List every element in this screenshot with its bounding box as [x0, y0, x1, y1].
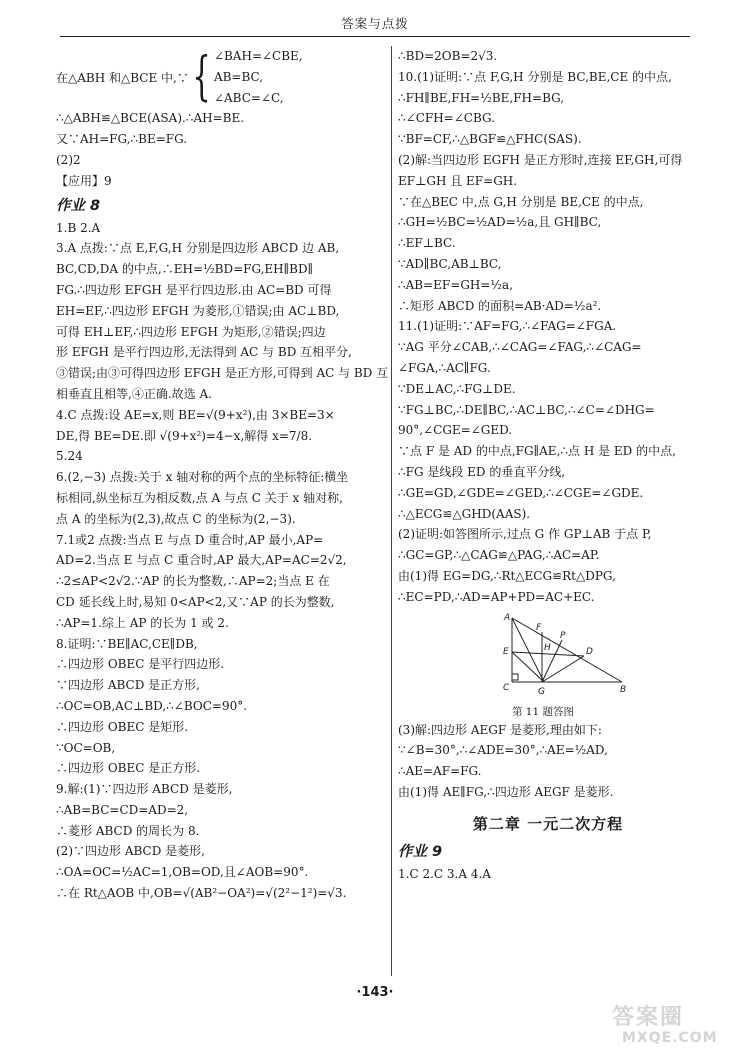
brace-intro: 在△ABH 和△BCE 中,∵ — [56, 70, 189, 85]
text-line: ③错误;由③可得四边形 EFGH 是正方形,可得到 AC 与 BD 互 — [56, 366, 389, 381]
label-e: E — [503, 646, 509, 657]
text-line: ∴在 Rt△AOB 中,OB=√(AB²−OA²)=√(2²−1²)=√3. — [56, 886, 347, 901]
text-line: (2)2 — [56, 152, 81, 167]
text-line: 点 A 的坐标为(2,3),故点 C 的坐标为(2,−3). — [56, 511, 296, 526]
text-line: 1.C 2.C 3.A 4.A — [398, 866, 491, 881]
figure-11 — [498, 612, 628, 720]
text-line: ∵点 F 是 AD 的中点,FG∥AE,∴点 H 是 ED 的中点, — [398, 444, 676, 459]
header-rule — [60, 36, 690, 37]
text-line: 形 EFGH 是平行四边形,无法得到 AC 与 BD 互相平分, — [56, 345, 352, 360]
label-g: G — [538, 686, 545, 697]
text-line: 4.C 点拨:设 AE=x,则 BE=√(9+x²),由 3×BE=3× — [56, 407, 335, 422]
text-line: 由(1)得 EG=DG,∴Rt△ECG≌Rt△DPG, — [398, 568, 616, 583]
text-line: ∴FG 是线段 ED 的垂直平分线, — [398, 464, 566, 479]
label-a: A — [504, 612, 511, 623]
text-line: ∵在△BEC 中,点 G,H 分别是 BE,CE 的中点, — [398, 194, 644, 209]
geometry-figure — [498, 612, 628, 704]
text-line: ∴EF⊥BC. — [398, 236, 456, 251]
text-line: AD=2.当点 E 与点 C 重合时,AP 最大,AP=AC=2√2, — [56, 553, 347, 568]
text-line: ∴AB=EF=GH=½a, — [398, 277, 514, 292]
label-c: C — [503, 682, 510, 693]
text-line: DE,得 BE=DE.即 √(9+x²)=4−x,解得 x=7/8. — [56, 428, 313, 443]
text-line: (2)证明:如答图所示,过点 G 作 GP⊥AB 于点 P, — [398, 527, 652, 542]
text-line: 标相同,纵坐标互为相反数,点 A 与点 C 关于 x 轴对称, — [56, 490, 343, 505]
text-line: 10.(1)证明:∵点 F,G,H 分别是 BC,BE,CE 的中点, — [398, 69, 672, 84]
label-b: B — [620, 684, 627, 695]
text-line: EH=EF,∴四边形 EFGH 为菱形,①错误;由 AC⊥BD, — [56, 303, 340, 318]
text-line: ∴菱形 ABCD 的周长为 8. — [56, 823, 200, 838]
watermark-bottom: MXQE.COM — [622, 1030, 718, 1046]
text-line: 7.1或2 点拨:当点 E 与点 D 重合时,AP 最小,AP= — [56, 532, 324, 547]
right-lines-a — [398, 46, 698, 608]
text-line: ∴OC=OB,AC⊥BD,∴∠BOC=90°. — [56, 698, 248, 713]
text-line: ∴FH∥BE,FH=½BE,FH=BG, — [398, 90, 565, 105]
text-line: ∴EC=PD,∴AD=AP+PD=AC+EC. — [398, 589, 595, 604]
text-line: ∴GE=GD,∠GDE=∠GED,∴∠CGE=∠GDE. — [398, 485, 644, 500]
left-column — [56, 46, 389, 904]
text-line: ∴AP=1.综上 AP 的长为 1 或 2. — [56, 615, 229, 630]
right-lines-b — [398, 720, 698, 803]
text-line: ∵BF=CF,∴△BGF≌△FHC(SAS). — [398, 132, 582, 147]
text-line: ∵四边形 ABCD 是正方形, — [56, 678, 200, 693]
brace-line: ∠ABC=∠C, — [213, 90, 284, 105]
text-line: (2)解:当四边形 EGFH 是正方形时,连接 EF,GH,可得 — [398, 152, 683, 167]
left-lines-b — [56, 218, 389, 904]
text-line: 5.24 — [56, 449, 83, 464]
text-line: ∴四边形 OBEC 是矩形. — [56, 719, 189, 734]
figure-caption: 第 11 题答图 — [511, 705, 575, 718]
text-line: ∴四边形 OBEC 是正方形. — [56, 761, 201, 776]
text-line: ∴AE=AF=FG. — [398, 764, 482, 779]
text-line: ∵AG 平分∠CAB,∴∠CAG=∠FAG,∴∠CAG= — [398, 340, 642, 355]
text-line: (2)∵四边形 ABCD 是菱形, — [56, 844, 205, 859]
text-line: 可得 EH⊥EF,∴四边形 EFGH 为矩形,②错误;四边 — [56, 324, 326, 339]
text-line: 3.A 点拨:∵点 E,F,G,H 分别是四边形 ABCD 边 AB, — [56, 241, 340, 256]
section-title-9: 作业 9 — [398, 843, 443, 860]
text-line: 1.B 2.A — [56, 220, 101, 235]
text-line: ∴△ECG≌△GHD(AAS). — [398, 506, 531, 521]
watermark-top: 答案圈 — [612, 1005, 685, 1030]
text-line: ∴BD=2OB=2√3. — [398, 49, 498, 63]
label-f: F — [536, 622, 542, 633]
text-line: 11.(1)证明:∵AF=FG,∴∠FAG=∠FGA. — [398, 319, 617, 334]
text-line: ∠FGA,∴AC∥FG. — [398, 360, 491, 375]
text-line: CD 延长线上时,易知 0<AP<2,又∵AP 的长为整数, — [56, 594, 335, 609]
text-line: 【应用】9 — [56, 173, 112, 188]
text-line: ∴OA=OC=½AC=1,OB=OD,且∠AOB=90°. — [56, 865, 309, 880]
text-line: ∵FG⊥BC,∴DE∥BC,∴AC⊥BC,∴∠C=∠DHG= — [398, 402, 655, 417]
brace-line: AB=BC, — [213, 69, 264, 84]
text-line: 90°,∠CGE=∠GED. — [398, 423, 513, 438]
page-header: 答案与点拨 — [341, 16, 409, 31]
chapter-title: 第二章 一元二次方程 — [472, 814, 624, 833]
brace-lines — [214, 46, 303, 108]
text-line: ∴GC=GP,∴△CAG≌△PAG,∴AC=AP. — [398, 548, 600, 563]
text-line: ∴矩形 ABCD 的面积=AB·AD=½a². — [398, 298, 602, 313]
page-number: ·143· — [356, 985, 394, 1000]
label-d: D — [586, 646, 593, 657]
section-title-8: 作业 8 — [56, 197, 101, 214]
text-line: BC,CD,DA 的中点,∴EH=½BD=FG,EH∥BD∥ — [56, 262, 314, 277]
text-line: EF⊥GH 且 EF=GH. — [398, 173, 518, 188]
text-line: ∴∠CFH=∠CBG. — [398, 111, 495, 126]
column-divider — [391, 46, 392, 976]
brace-block — [56, 46, 384, 108]
text-line: FG.∴四边形 EFGH 是平行四边形.由 AC=BD 可得 — [56, 282, 332, 297]
label-h: H — [544, 642, 551, 653]
watermark-logo — [612, 1006, 740, 1046]
text-line: 8.证明:∵BE∥AC,CE∥DB, — [56, 636, 198, 651]
text-line: ∴四边形 OBEC 是平行四边形. — [56, 657, 225, 672]
label-p: P — [560, 630, 566, 641]
right-column — [398, 46, 698, 885]
text-line: ∴△ABH≌△BCE(ASA).∴AH=BE. — [56, 111, 245, 126]
brace-icon: { — [192, 47, 211, 108]
left-lines-a — [56, 108, 384, 191]
text-line: ∵AD∥BC,AB⊥BC, — [398, 256, 502, 271]
text-line: ∴2≤AP<2√2.∵AP 的长为整数,∴AP=2;当点 E 在 — [56, 574, 330, 589]
text-line: ∴AB=BC=CD=AD=2, — [56, 802, 189, 817]
right-lines-c — [398, 864, 698, 885]
text-line: 相垂直且相等,④正确.故选 A. — [56, 386, 212, 401]
text-line: 由(1)得 AE∥FG,∴四边形 AEGF 是菱形. — [398, 784, 614, 799]
text-line: 又∵AH=FG,∴BE=FG. — [56, 132, 188, 147]
text-line: ∵∠B=30°,∴∠ADE=30°,∴AE=½AD, — [398, 743, 608, 758]
text-line: ∵OC=OB, — [56, 740, 116, 755]
text-line: (3)解:四边形 AEGF 是菱形,理由如下: — [398, 722, 602, 737]
text-line: 9.解:(1)∵四边形 ABCD 是菱形, — [56, 782, 233, 797]
text-line: 6.(2,−3) 点拨:关于 x 轴对称的两个点的坐标特征:横坐 — [56, 470, 349, 485]
text-line: ∴GH=½BC=½AD=½a,且 GH∥BC, — [398, 215, 602, 230]
brace-line: ∠BAH=∠CBE, — [213, 49, 303, 63]
text-line: ∵DE⊥AC,∴FG⊥DE. — [398, 381, 516, 396]
